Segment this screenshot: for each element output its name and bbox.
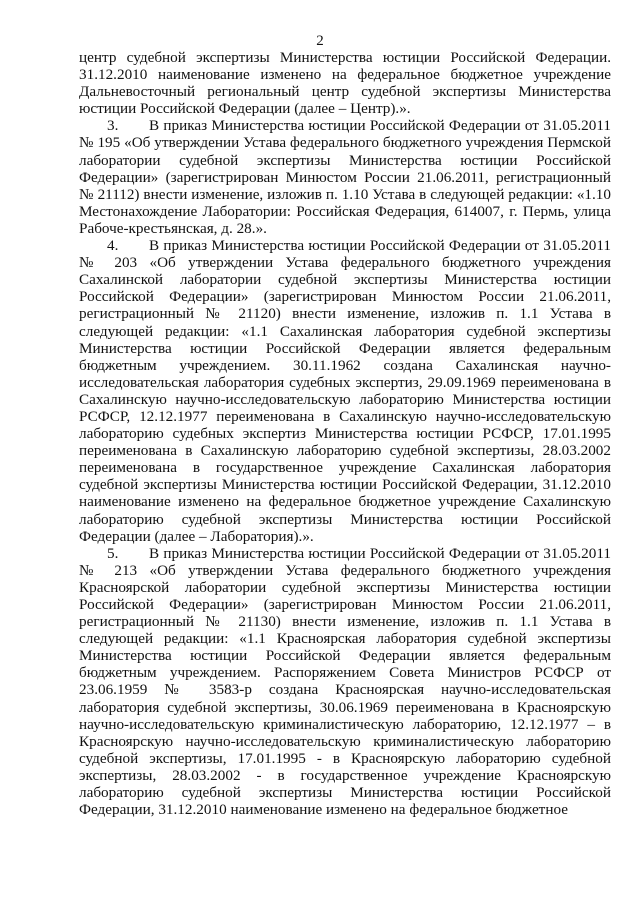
text-line — [79, 117, 611, 134]
text-line: № 213 «Об утверждении Устава федерального бюджетного учреждения — [79, 561, 611, 579]
text-line: Российской Федерации» (зарегистрирован Минюстом России 21.06.2011, — [79, 596, 611, 613]
text-line: Федерации (далее – Лаборатория).». — [79, 527, 314, 545]
text-line: научно-исследовательскую криминалистическую лабораторию, 12.12.1977 – в — [79, 715, 611, 733]
text-line: Сахалинскую научно-исследовательскую лабораторию Министерства юстиции — [79, 390, 611, 408]
text-line: лабораторию судебных экспертиз Министерства юстиции РСФСР, 17.01.1995 — [79, 425, 611, 443]
text-line: 31.12.2010 наименование изменено на федеральное бюджетное учреждение — [79, 66, 611, 84]
text-line: бюджетным учреждением. 30.11.1962 создана Сахалинская научно- — [79, 356, 611, 374]
text-line: РСФСР, 12.12.1977 переименована в Сахалинскую научно-исследовательскую — [79, 407, 611, 425]
text-line: следующей редакции: «1.1 Сахалинская лаборатория судебной экспертизы — [79, 322, 611, 340]
text-line: Местонахождение Лаборатории: Российская Федерация, 614007, г. Пермь, улица — [79, 202, 611, 220]
text-line: Федерации» (зарегистрирован Минюстом России 21.06.2011, регистрационный — [79, 168, 611, 186]
text-line: № 21112) внести изменение, изложив п. 1.10 Устава в следующей редакции: «1.10 — [79, 185, 611, 203]
text-line: судебной экспертизы Министерства юстиции Российской Федерации, 31.12.2010 — [79, 476, 611, 494]
text-line: экспертизы, 28.03.2002 - в государственное учреждение Красноярскую — [79, 766, 611, 784]
text-line: лабораторию судебной экспертизы Министерства юстиции Российской — [79, 784, 611, 802]
text-line: № 203 «Об утверждении Устава федерального бюджетного учреждения — [79, 254, 611, 272]
text-line: лабораторию судебной экспертизы Министерства юстиции Российской — [79, 510, 611, 528]
text-line: Федерации, 31.12.2010 наименование изменено на федеральное бюджетное — [79, 801, 568, 819]
text-line: Красноярскую научно-исследовательскую криминалистическую лабораторию — [79, 732, 611, 750]
text-line: переименована в Сахалинскую лабораторию судебной экспертизы, 28.03.2002 — [79, 442, 611, 460]
text-line — [79, 237, 611, 254]
text-line: Министерства юстиции Российской Федерации является федеральным — [79, 647, 611, 665]
text-line: центр судебной экспертизы Министерства юстиции Российской Федерации. — [79, 49, 611, 66]
paragraph-4 — [79, 237, 611, 545]
text-line — [79, 545, 611, 562]
text-line: № 195 «Об утверждении Устава федерального бюджетного учреждения Пермской — [79, 134, 611, 152]
text-line: следующей редакции: «1.1 Красноярская лаборатория судебной экспертизы — [79, 630, 611, 648]
text-line: Дальневосточный региональный центр судебной экспертизы Министерства — [79, 83, 611, 101]
text-line: переименована в государственное учреждение Сахалинская лаборатория — [79, 459, 611, 477]
page-number: 2 — [316, 33, 324, 49]
text-line: Российской Федерации» (зарегистрирован Минюстом России 21.06.2011, — [79, 288, 611, 306]
text-line: исследовательская лаборатория судебных экспертиз, 29.09.1969 переименована в — [79, 373, 611, 391]
paragraph-5 — [79, 545, 611, 819]
text-line: 23.06.1959 № 3583-р создана Красноярская научно-исследовательская — [79, 681, 611, 699]
text-line: регистрационный № 21120) внести изменение, изложив п. 1.1 Устава в — [79, 305, 611, 323]
paragraph-continuation — [79, 49, 611, 117]
text-line: Сахалинской лаборатории судебной экспертизы Министерства юстиции — [79, 271, 611, 289]
line-text: В приказ Министерства юстиции Российской Федерации от 31.05.2011 — [149, 544, 611, 562]
text-line: судебной экспертизы, 17.01.1995 - в Красноярскую лабораторию судебной — [79, 749, 611, 767]
paragraph-3 — [79, 117, 611, 237]
paragraph-number: 5. — [107, 544, 119, 562]
text-line: Рабоче-крестьянская, д. 28.». — [79, 219, 267, 237]
line-text: В приказ Министерства юстиции Российской Федерации от 31.05.2011 — [149, 237, 611, 255]
text-line: лаборатории судебной экспертизы Министерства юстиции Российской — [79, 151, 611, 169]
text-line: юстиции Российской Федерации (далее – Центр).». — [79, 100, 411, 118]
text-line: Министерства юстиции Российской Федерации является федеральным — [79, 339, 611, 357]
text-line: регистрационный № 21130) внести изменение, изложив п. 1.1 Устава в — [79, 613, 611, 631]
text-line: лаборатория судебной экспертизы, 30.06.1969 переименована в Красноярскую — [79, 698, 611, 716]
paragraph-number: 4. — [107, 237, 119, 255]
text-line: бюджетным учреждением. Распоряжением Совета Министров РСФСР от — [79, 664, 611, 682]
text-line: Красноярской лаборатории судебной экспертизы Министерства юстиции — [79, 578, 611, 596]
line-text: В приказ Министерства юстиции Российской Федерации от 31.05.2011 — [149, 117, 611, 135]
text-line: наименование изменено на федеральное бюджетное учреждение Сахалинскую — [79, 493, 611, 511]
paragraph-number: 3. — [107, 117, 119, 135]
document-body — [79, 49, 611, 818]
